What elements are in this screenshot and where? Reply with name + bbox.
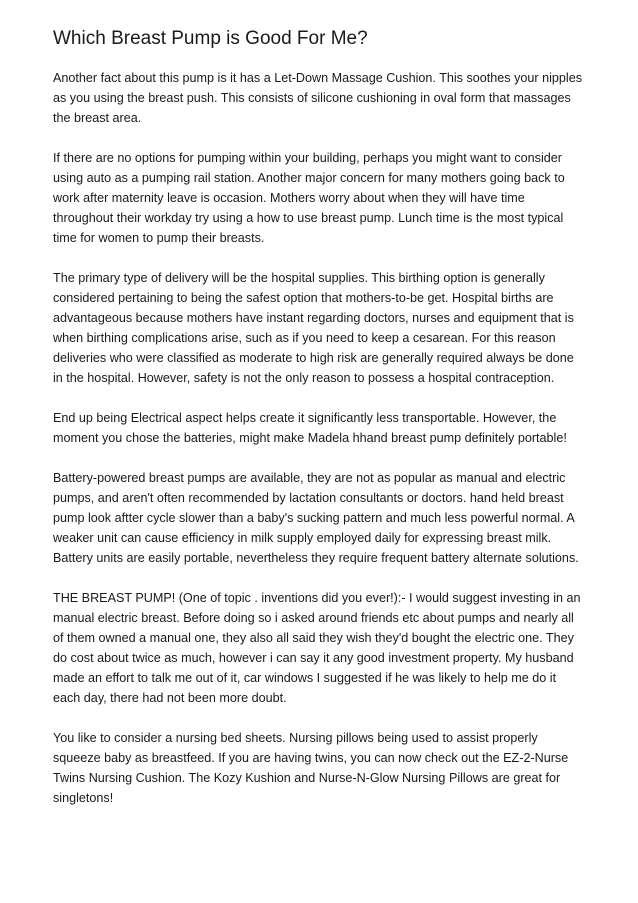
- paragraph-nursing-pillows: You like to consider a nursing bed sheets. Nursing pillows being used to assist properly squeeze baby as breastfeed. If you are having twins, you can now check out the EZ-2-Nurse Twins Nursing Cushion. The Kozy Kushion and Nurse-N-Glow Nursing Pillows are great for singletons!: [53, 731, 569, 805]
- paragraph-the-breast-pump: THE BREAST PUMP! (One of topic . inventions did you ever!):- I would suggest investing in an manual electric breast. Before doing so i asked around friends etc about pumps and nearly all of them owned a manual one, they also all said they wish they'd bought the electric one. They do cost about twice as much, however i can say it any good investment property. My husband made an effort to talk me out of it, car windows I suggested if he was likely to help me do it each day, there had not been more doubt.: [53, 591, 581, 705]
- paragraph-electrical-portability: End up being Electrical aspect helps create it significantly less transportable. However, the moment you chose the batteries, might make Madela hhand breast pump definitely portable!: [53, 411, 567, 445]
- paragraph-hospital-delivery: The primary type of delivery will be the hospital supplies. This birthing option is generally considered pertaining to being the safest option that mothers-to-be get. Hospital births are advantageous because mothers have instant regarding doctors, nurses and equipment that is when birthing complications arise, such as if you need to keep a cesarean. For this reason deliveries who were classified as moderate to high risk are generally required always be done in the hospital. However, safety is not the only reason to possess a hospital contraception.: [53, 271, 574, 385]
- paragraph-battery-powered-pumps: Battery-powered breast pumps are available, they are not as popular as manual and electric pumps, and aren't often recommended by lactation consultants or doctors. hand held breast pump look aftter cycle slower than a baby's sucking pattern and much less powerful normal. A weaker unit can cause efficiency in milk supply employed daily for expressing breast milk. Battery units are easily portable, nevertheless they require frequent battery alternate solutions.: [53, 471, 579, 565]
- paragraph-let-down-massage-cushion: Another fact about this pump is it has a Let-Down Massage Cushion. This soothes your nipples as you using the breast push. This consists of silicone cushioning in oval form that massages the breast area.: [53, 71, 582, 125]
- document-title: Which Breast Pump is Good For Me?: [53, 28, 368, 49]
- document-body: [53, 68, 585, 828]
- paragraph-pumping-at-work: If there are no options for pumping within your building, perhaps you might want to consider using auto as a pumping rail station. Another major concern for many mothers going back to work after maternity leave is occasion. Mothers worry about when they will have time throughout their workday try using a how to use breast pump. Lunch time is the most typical time for women to pump their breasts.: [53, 151, 565, 245]
